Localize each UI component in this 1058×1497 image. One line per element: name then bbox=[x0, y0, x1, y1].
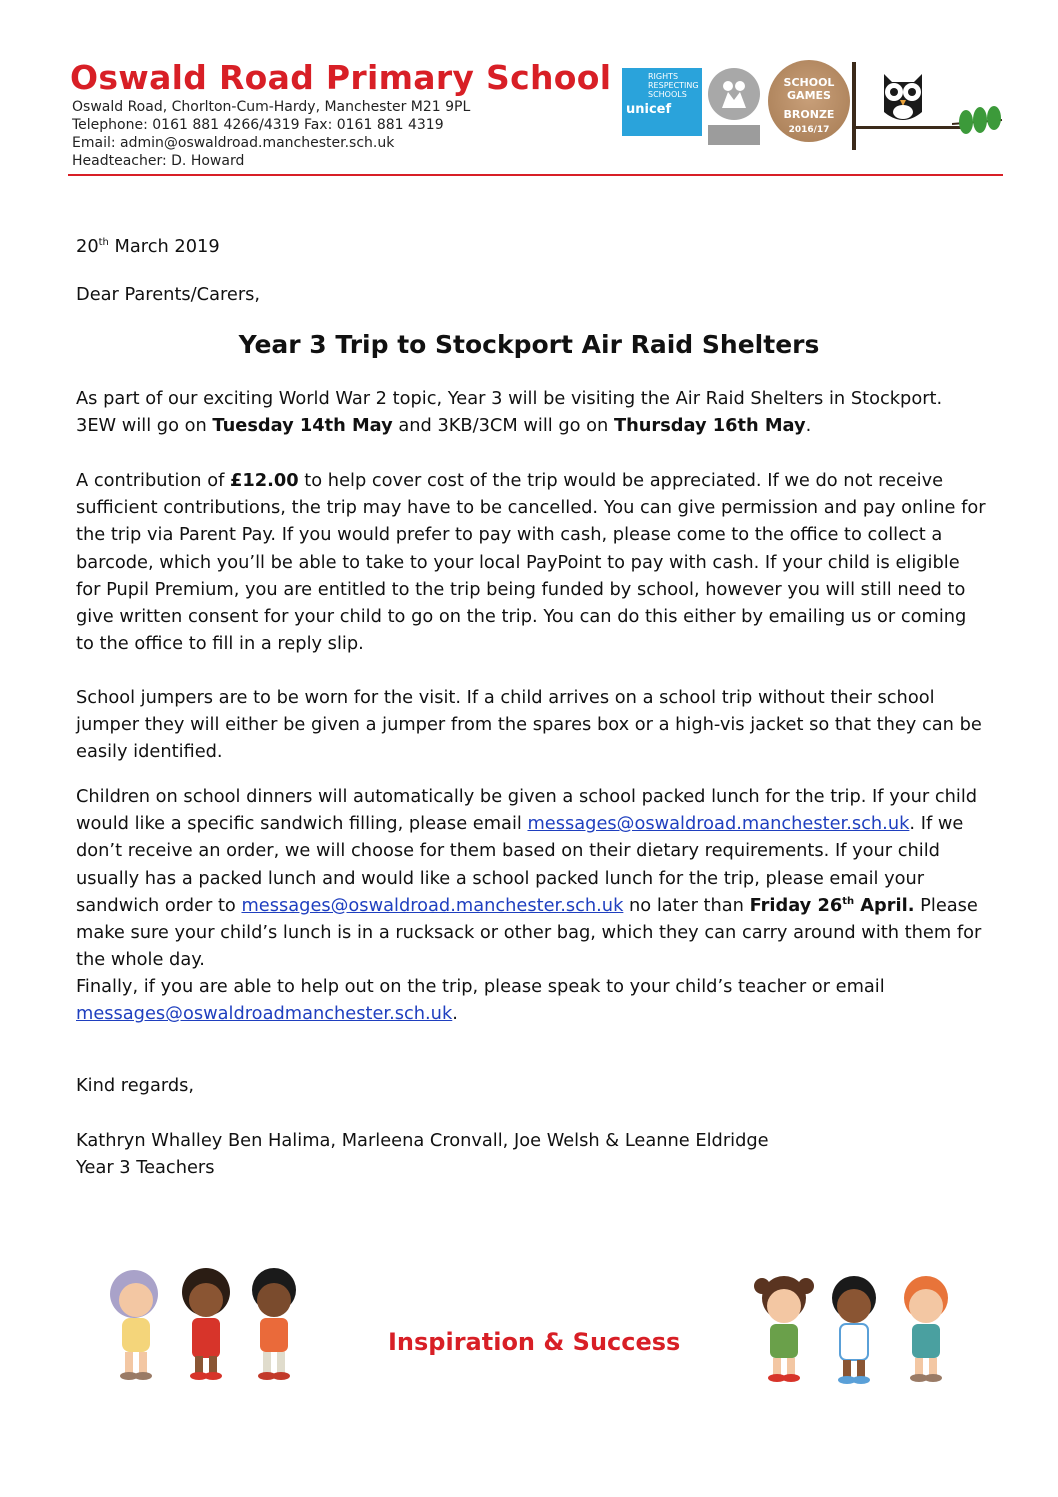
date-day: 20 bbox=[76, 236, 99, 257]
p1-date-3ew: Tuesday 14th May bbox=[212, 415, 393, 437]
date-rest: March 2019 bbox=[108, 236, 220, 257]
deadline-day: Friday 26 bbox=[749, 894, 843, 916]
school-games-text: SCHOOL GAMES bbox=[783, 76, 835, 102]
rights-respecting-schools-logo bbox=[622, 68, 702, 136]
p1-text-2: and 3KB/3CM will go on bbox=[392, 415, 614, 437]
p4-text-4: Please make sure your child’s lunch is in a rucksack or other bag, which they can carry around with them for the whole day. bbox=[76, 894, 982, 971]
bronze-text: BRONZE bbox=[783, 108, 835, 121]
school-email: Email: admin@oswaldroad.manchester.sch.uk bbox=[72, 135, 395, 151]
p1-text-3: . bbox=[805, 415, 812, 437]
deadline-suffix: th bbox=[842, 895, 855, 907]
salutation: Dear Parents/Carers, bbox=[76, 284, 261, 305]
rrs-text: RIGHTS RESPECTING SCHOOLS bbox=[648, 72, 699, 99]
unicef-text: unicef bbox=[626, 102, 672, 117]
p4-text-2: . If we don’t receive an order, we will choose for them based on their dietary requirements. If your child usually has a packed lunch and would like a school packed lunch for the trip, please email your sandwich order to bbox=[76, 813, 964, 916]
paragraph-lunch bbox=[76, 783, 986, 973]
p1-text: As part of our exciting World War 2 topic, Year 3 will be visiting the Air Raid Shelters in Stockport. 3EW will go on bbox=[76, 388, 943, 437]
email-link-3[interactable]: messages@oswaldroadmanchester.sch.uk bbox=[76, 1003, 453, 1025]
signature-role: Year 3 Teachers bbox=[76, 1157, 215, 1178]
children-illustration-right bbox=[746, 1268, 966, 1394]
school-address: Oswald Road, Chorlton-Cum-Hardy, Manchester M21 9PL bbox=[72, 99, 471, 115]
silver-award-label bbox=[708, 125, 760, 145]
school-telephone: Telephone: 0161 881 4266/4319 Fax: 0161 881 4319 bbox=[72, 117, 444, 133]
p5-text: Finally, if you are able to help out on the trip, please speak to your child’s teacher or email bbox=[76, 976, 885, 997]
closing: Kind regards, bbox=[76, 1075, 195, 1096]
children-illustration-left bbox=[98, 1262, 313, 1391]
paragraph-trip-dates bbox=[76, 385, 986, 439]
p2-text: A contribution of bbox=[76, 470, 231, 491]
date-suffix: th bbox=[98, 237, 109, 249]
signature-names: Kathryn Whalley Ben Halima, Marleena Cronvall, Joe Welsh & Leanne Eldridge bbox=[76, 1130, 769, 1151]
p5-text-2: . bbox=[452, 1003, 458, 1025]
school-name: Oswald Road Primary School bbox=[70, 58, 612, 97]
email-link-1[interactable]: messages@oswaldroad.manchester.sch.uk bbox=[527, 813, 910, 835]
letter-date bbox=[76, 233, 986, 260]
school-games-bronze-logo bbox=[768, 60, 850, 142]
p1-date-3kb: Thursday 16th May bbox=[613, 415, 806, 437]
school-motto: Inspiration & Success bbox=[388, 1328, 681, 1356]
paragraph-help bbox=[76, 973, 986, 1027]
p4-text: Children on school dinners will automatically be given a school packed lunch for the trip. If your child would like a specific sandwich filling, please email bbox=[76, 786, 978, 835]
p2-text-2: to help cover cost of the trip would be appreciated. If we do not receive sufficient contributions, the trip may have to be cancelled. You can give permission and pay online for the trip via Parent Pay. If you would prefer to pay with cash, please come to the office to collect a barcode, which you’ll be able to take to your local PayPoint to pay with cash. If your child is eligible for Pupil Premium, you are entitled to the trip being funded by school, however you will still need to give written consent for your child to go on the trip. You can do this either by emailing us or coming to the office to fill in a reply slip. bbox=[76, 470, 986, 655]
silver-award-logo bbox=[708, 68, 760, 120]
email-link-2[interactable]: messages@oswaldroad.manchester.sch.uk bbox=[241, 894, 624, 916]
letter-title: Year 3 Trip to Stockport Air Raid Shelters bbox=[238, 330, 820, 359]
owl-logo bbox=[876, 68, 930, 126]
lunch-deadline bbox=[750, 895, 915, 916]
deadline-month: April. bbox=[854, 894, 915, 916]
paragraph-contribution bbox=[76, 467, 986, 657]
contribution-amount: £12.00 bbox=[230, 470, 299, 491]
bronze-year: 2016/17 bbox=[788, 125, 830, 135]
p4-text-3: no later than bbox=[623, 894, 750, 916]
paragraph-jumpers: School jumpers are to be worn for the visit. If a child arrives on a school trip without their school jumper they will either be given a jumper from the spares box or a high-vis jacket so that they can be easily identified. bbox=[76, 687, 982, 763]
leaves-icon bbox=[952, 100, 1004, 140]
headteacher: Headteacher: D. Howard bbox=[72, 153, 245, 169]
header-divider bbox=[68, 174, 1003, 176]
owl-post bbox=[852, 62, 856, 150]
